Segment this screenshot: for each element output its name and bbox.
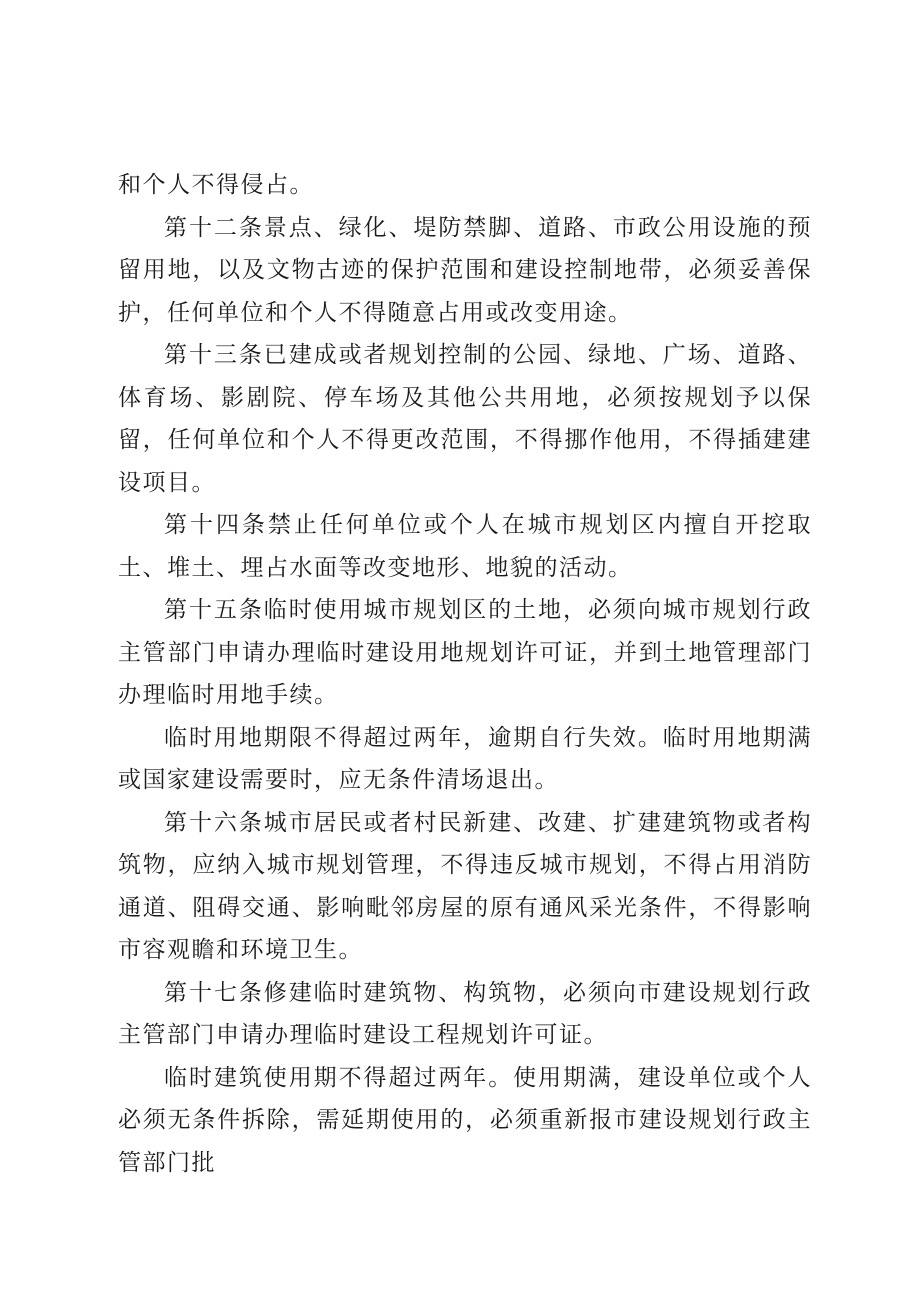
document-body [118,164,812,1184]
paragraph-continuation: 和个人不得侵占。 [118,172,314,198]
paragraph-article-15: 第十五条临时使用城市规划区的土地，必须向城市规划行政主管部门申请办理临时建设用地规划许可证，并到土地管理部门办理临时用地手续。 [118,597,812,708]
paragraph-temporary-land-term: 临时用地期限不得超过两年，逾期自行失效。临时用地期满或国家建设需要时，应无条件清场退出。 [118,724,812,793]
paragraph-article-17: 第十七条修建临时建筑物、构筑物，必须向市建设规划行政主管部门申请办理临时建设工程规划许可证。 [118,979,812,1048]
paragraph-temporary-building-term: 临时建筑使用期不得超过两年。使用期满，建设单位或个人必须无条件拆除，需延期使用的，必须重新报市建设规划行政主管部门批 [118,1064,812,1176]
paragraph-article-13: 第十三条已建成或者规划控制的公园、绿地、广场、道路、体育场、影剧院、停车场及其他公共用地，必须按规划予以保留，任何单位和个人不得更改范围，不得挪作他用，不得插建建设项目。 [118,342,812,496]
paragraph-article-14: 第十四条禁止任何单位或个人在城市规划区内擅自开挖取土、堆土、埋占水面等改变地形、地貌的活动。 [118,512,812,581]
paragraph-article-16: 第十六条城市居民或者村民新建、改建、扩建建筑物或者构筑物，应纳入城市规划管理，不得违反城市规划，不得占用消防通道、阻碍交通、影响毗邻房屋的原有通风采光条件，不得影响市容观瞻和环境卫生。 [118,809,812,963]
paragraph-article-12: 第十二条景点、绿化、堤防禁脚、道路、市政公用设施的预留用地，以及文物古迹的保护范围和建设控制地带，必须妥善保护，任何单位和个人不得随意占用或改变用途。 [118,214,812,326]
